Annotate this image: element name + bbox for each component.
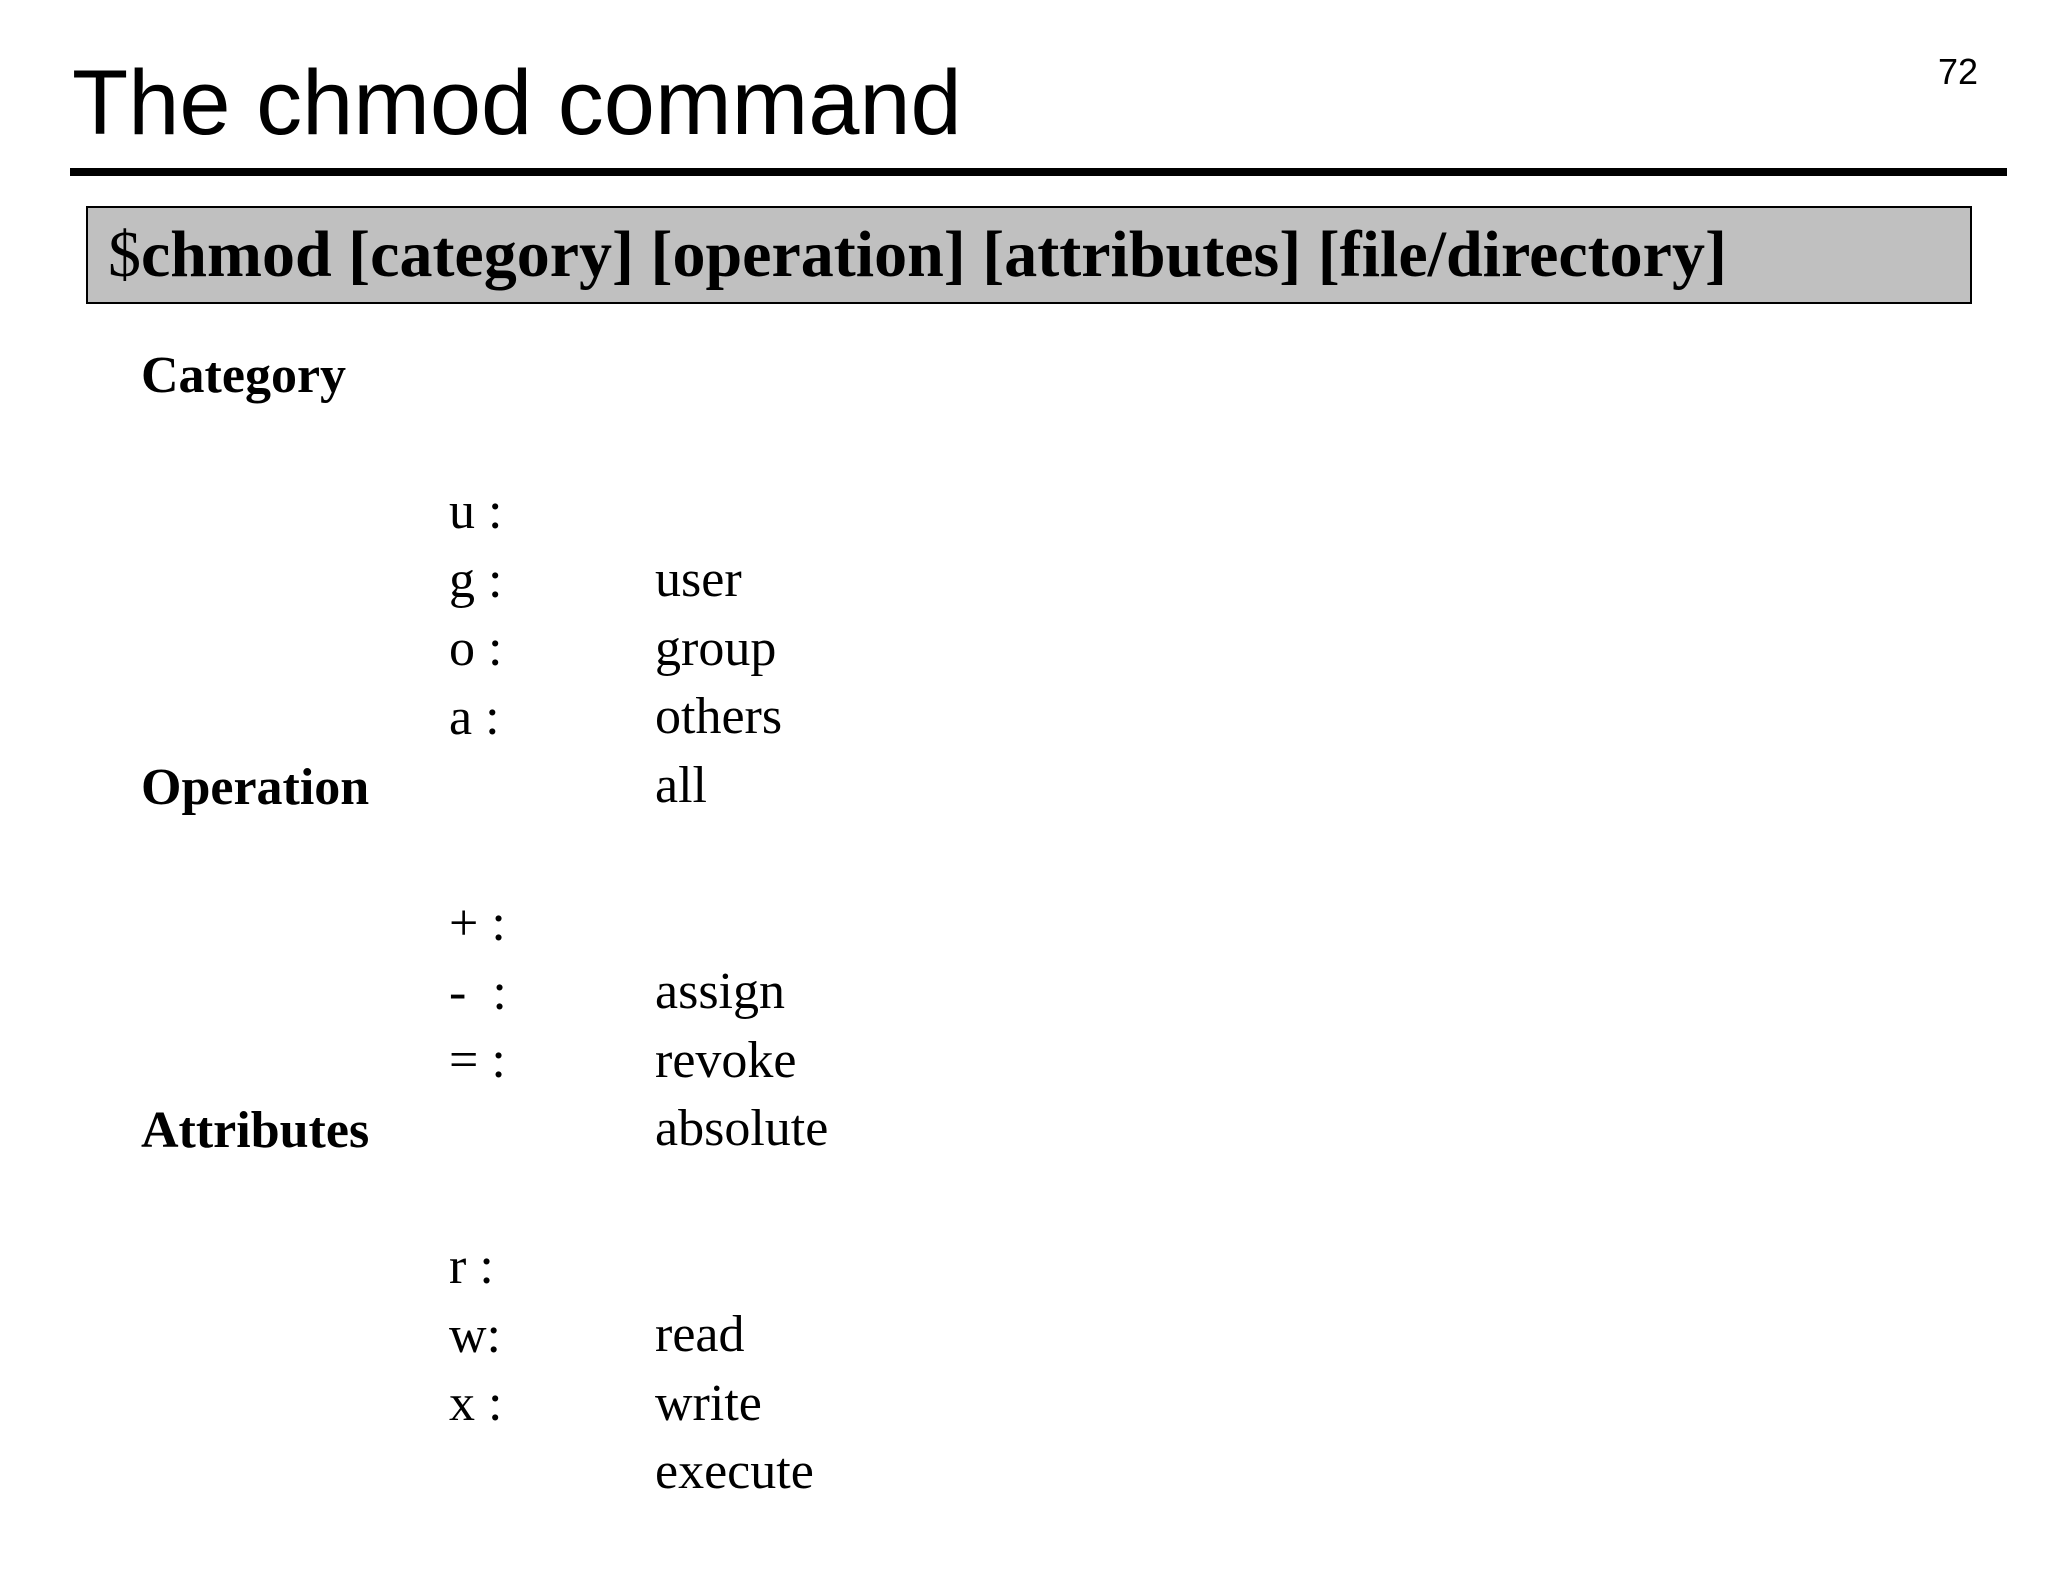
category-value: others <box>655 688 783 745</box>
category-key: o : <box>449 620 503 677</box>
attributes-value: execute <box>655 1443 814 1500</box>
category-heading: Category <box>141 347 347 404</box>
category-value: user <box>655 551 742 608</box>
category-key: u : <box>449 483 503 540</box>
category-key: g : <box>449 551 503 609</box>
command-syntax-box <box>86 206 1972 304</box>
title-divider <box>70 168 2007 176</box>
operation-key: - : <box>449 963 507 1021</box>
operation-row-assign <box>141 822 1041 1020</box>
operation-heading: Operation <box>141 759 370 816</box>
attributes-section <box>141 1097 1041 1500</box>
attributes-row-read <box>141 1165 1041 1363</box>
command-syntax: chmod [category] [operation] [attributes] [file/directory] <box>141 218 1727 291</box>
page-number: 72 <box>1937 51 1978 92</box>
slide-title: The chmod command <box>72 52 962 154</box>
attributes-value: write <box>655 1374 762 1432</box>
operation-value: absolute <box>655 1100 829 1157</box>
operation-key: + : <box>449 895 506 952</box>
attributes-key: x : <box>449 1375 503 1432</box>
category-row-user <box>141 410 1041 608</box>
category-key: a : <box>449 688 500 746</box>
attributes-heading: Attributes <box>141 1102 370 1159</box>
operation-value: assign <box>655 963 785 1020</box>
category-value: group <box>655 619 777 677</box>
attributes-key: r : <box>449 1238 494 1295</box>
attributes-value: read <box>655 1306 745 1363</box>
command-prompt-symbol: $ <box>108 218 141 291</box>
attributes-key: w: <box>449 1306 501 1364</box>
operation-key: = : <box>449 1032 506 1089</box>
category-value: all <box>655 756 707 814</box>
operation-value: revoke <box>655 1031 797 1089</box>
